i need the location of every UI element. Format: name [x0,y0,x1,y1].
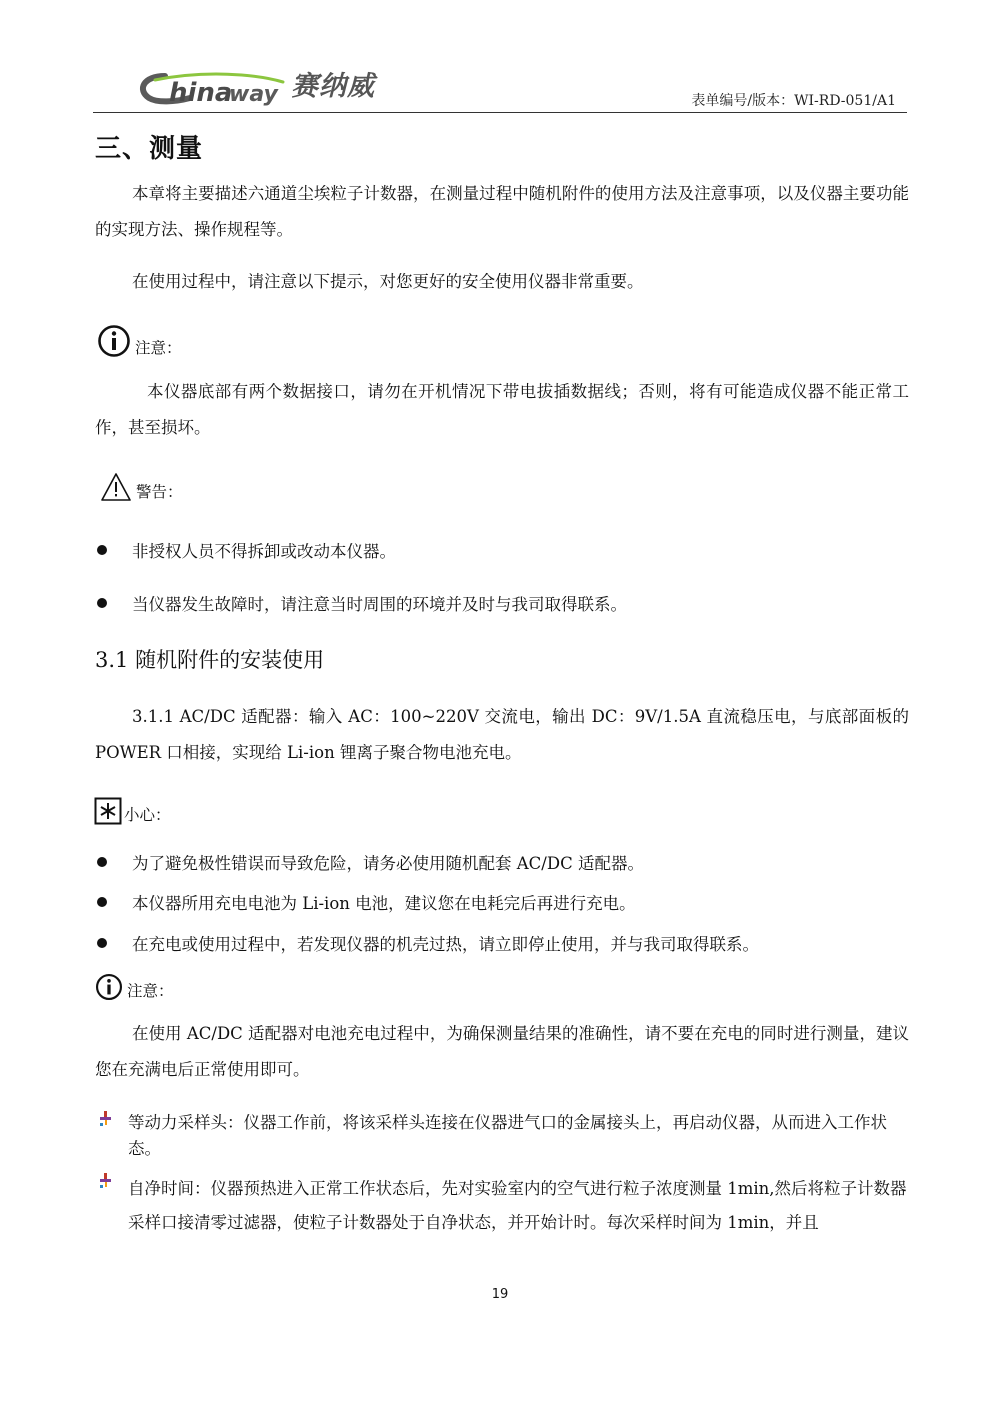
list-item [95,931,909,955]
company-logo [135,66,375,108]
warning-label: 警告： [136,483,183,501]
caution-heading [94,797,171,825]
list-item [95,591,909,615]
page-number: 19 [491,1287,509,1302]
notice-heading [95,973,174,1001]
list-item-text: 非授权人员不得拆卸或改动本仪器。 [132,542,396,561]
list-item-text: 自净时间：仪器预热进入正常工作状态后，先对实验室内的空气进行粒子浓度测量 1min,然后将粒子计数器采样口接清零过滤器，使粒子计数器处于自净状态，并开始计时。每次采样时间为 1min，并且 [128,1179,907,1232]
notice-label: 注意： [127,982,174,1000]
intro-paragraph: 本章将主要描述六通道尘埃粒子计数器，在测量过程中随机附件的使用方法及注意事项，以及仪器主要功能的实现方法、操作规程等。 [95,184,909,239]
list-item-text: 当仪器发生故障时，请注意当时周围的环境并及时与我司取得联系。 [132,595,627,614]
warning-heading [100,472,183,502]
list-item [95,850,909,874]
caution-box-icon [94,797,122,825]
list-item [88,1110,910,1162]
header-divider [93,112,907,113]
pushpin-bullet-icon [88,1172,128,1192]
warning-triangle-icon [100,472,132,502]
notice-paragraph: 本仪器底部有两个数据接口，请勿在开机情况下带电拔插数据线；否则，将有可能造成仪器不能正常工作，甚至损坏。 [95,382,909,437]
list-item [95,538,909,562]
list-item-text: 本仪器所用充电电池为 Li-ion 电池，建议您在电耗完后再进行充电。 [132,894,636,913]
bullet-icon [97,897,107,907]
pushpin-bullet-icon [88,1110,128,1130]
adapter-paragraph: 3.1.1 AC/DC 适配器：输入 AC：100~220V 交流电，输出 DC：9V/1.5A 直流稳压电，与底部面板的 POWER 口相接，实现给 Li-ion 锂离子聚合物电池充电。 [95,707,909,762]
chinaway-logo-icon [135,68,285,108]
notice-heading [97,324,182,358]
hint-paragraph: 在使用过程中，请注意以下提示，对您更好的安全使用仪器非常重要。 [132,272,644,291]
notice-label: 注意： [135,339,182,357]
bullet-icon [97,545,107,555]
caution-label: 小心： [124,806,171,824]
section-title: 三、测量 [95,134,204,164]
brand-name-cn: 赛纳威 [291,71,375,102]
notice-paragraph: 在使用 AC/DC 适配器对电池充电过程中，为确保测量结果的准确性，请不要在充电的同时进行测量，建议您在充满电后正常使用即可。 [95,1024,909,1079]
list-item [88,1172,910,1240]
svg-text:way: way [229,82,278,107]
list-item [95,890,909,914]
svg-text:hina: hina [169,78,233,108]
list-item-text: 在充电或使用过程中，若发现仪器的机壳过热，请立即停止使用，并与我司取得联系。 [132,935,759,954]
info-icon [97,324,131,358]
bullet-icon [97,598,107,608]
document-code: 表单编号/版本：WI-RD-051/A1 [691,93,896,109]
list-item-text: 等动力采样头：仪器工作前，将该采样头连接在仪器进气口的金属接头上，再启动仪器，从而进入工作状态。 [128,1113,887,1158]
info-icon [95,973,123,1001]
subsection-title: 3.1 随机附件的安装使用 [95,648,325,672]
list-item-text: 为了避免极性错误而导致危险，请务必使用随机配套 AC/DC 适配器。 [132,854,644,873]
bullet-icon [97,938,107,948]
bullet-icon [97,857,107,867]
